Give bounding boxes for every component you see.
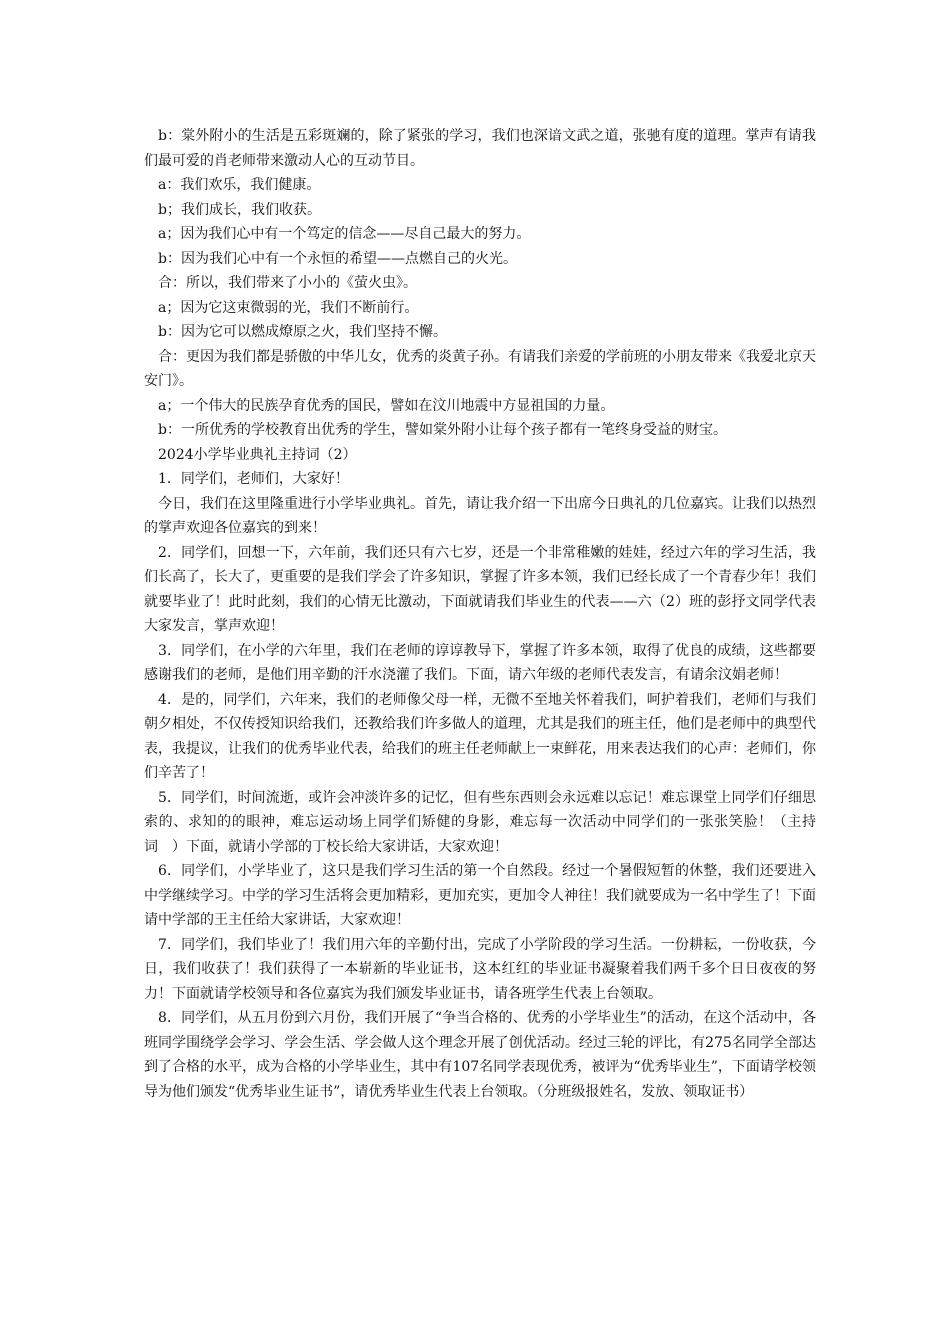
document-body xyxy=(144,124,816,1104)
paragraph: a：我们欢乐，我们健康。 xyxy=(158,177,321,193)
paragraph: 1．同学们，老师们，大家好！ xyxy=(158,471,349,487)
paragraph: a；因为我们心中有一个笃定的信念——尽自己最大的努力。 xyxy=(158,226,531,242)
paragraph: b：棠外附小的生活是五彩斑斓的，除了紧张的学习，我们也深谙文武之道，张驰有度的道理。掌声有请我们最可爱的肖老师带来激动人心的互动节目。 xyxy=(144,128,816,169)
paragraph: 5．同学们，时间流逝，或许会冲淡许多的记忆，但有些东西则会永远难以忘记！难忘课堂上同学们仔细思索的、求知的的眼神，难忘运动场上同学们矫健的身影，难忘每一次活动中同学们的一张张笑脸！（主持词 ）下面，就请小学部的丁校长给大家讲话，大家欢迎！ xyxy=(144,789,816,855)
paragraph: b：因为它可以燃成燎原之火，我们坚持不懈。 xyxy=(158,324,447,340)
paragraph: 8．同学们，从五月份到六月份，我们开展了“争当合格的、优秀的小学毕业生”的活动，在这个活动中，各班同学围绕学会学习、学会生活、学会做人这个理念开展了创优活动。经过三轮的评比，有275名同学全部达到了合格的水平，成为合格的小学毕业生，其中有107名同学表现优秀，被评为“优秀毕业生”，下面请学校领导为他们颁发“优秀毕业生证书”，请优秀毕业生代表上台领取。（分班级报姓名，发放、领取证书） xyxy=(144,1010,816,1100)
paragraph: 2．同学们，回想一下，六年前，我们还只有六七岁，还是一个非常稚嫩的娃娃，经过六年的学习生活，我们长高了，长大了，更重要的是我们学会了许多知识，掌握了许多本领，我们已经长成了一个青春少年！我们就要毕业了！此时此刻，我们的心情无比激动，下面就请我们毕业生的代表——六（2）班的彭抒文同学代表大家发言，掌声欢迎！ xyxy=(144,544,816,634)
paragraph: 6．同学们，小学毕业了，这只是我们学习生活的第一个自然段。经过一个暑假短暂的休整，我们还要进入中学继续学习。中学的学习生活将会更加精彩，更加充实，更加令人神往！我们就要成为一名中学生了！下面请中学部的王主任给大家讲话，大家欢迎！ xyxy=(144,863,816,928)
paragraph: b；我们成长，我们收获。 xyxy=(158,201,321,218)
section-heading: 2024小学毕业典礼主持词（2） xyxy=(158,446,357,463)
paragraph: 今日，我们在这里隆重进行小学毕业典礼。首先，请让我介绍一下出席今日典礼的几位嘉宾。让我们以热烈的掌声欢迎各位嘉宾的到来！ xyxy=(144,495,816,536)
paragraph: a；因为它这束微弱的光，我们不断前行。 xyxy=(158,299,419,316)
paragraph: a；一个伟大的民族孕育优秀的国民，譬如在汶川地震中方显祖国的力量。 xyxy=(158,397,615,414)
paragraph: b：因为我们心中有一个永恒的希望——点燃自己的火光。 xyxy=(158,250,517,267)
paragraph: b：一所优秀的学校教育出优秀的学生，譬如棠外附小让每个孩子都有一笔终身受益的财宝。 xyxy=(158,422,727,438)
paragraph: 合：所以，我们带来了小小的《萤火虫》。 xyxy=(158,275,417,291)
paragraph: 合：更因为我们都是骄傲的中华儿女，优秀的炎黄子孙。有请我们亲爱的学前班的小朋友带来《我爱北京天安门》。 xyxy=(144,348,816,389)
paragraph: 4．是的，同学们，六年来，我们的老师像父母一样，无微不至地关怀着我们，呵护着我们，老师们与我们朝夕相处，不仅传授知识给我们，还教给我们许多做人的道理，尤其是我们的班主任，他们是老师中的典型代表，我提议，让我们的优秀毕业代表，给我们的班主任老师献上一束鲜花，用来表达我们的心声：老师们，你们辛苦了！ xyxy=(144,691,816,781)
paragraph: 7．同学们，我们毕业了！我们用六年的辛勤付出，完成了小学阶段的学习生活。一份耕耘，一份收获，今日，我们收获了！我们获得了一本崭新的毕业证书，这本红红的毕业证书凝聚着我们两千多个日日夜夜的努力！下面就请学校领导和各位嘉宾为我们颁发毕业证书，请各班学生代表上台领取。 xyxy=(144,936,816,1002)
paragraph: 3．同学们，在小学的六年里，我们在老师的谆谆教导下，掌握了许多本领，取得了优良的成绩，这些都要感谢我们的老师，是他们用辛勤的汗水浇灌了我们。下面，请六年级的老师代表发言，有请余汶娟老师！ xyxy=(144,642,816,683)
